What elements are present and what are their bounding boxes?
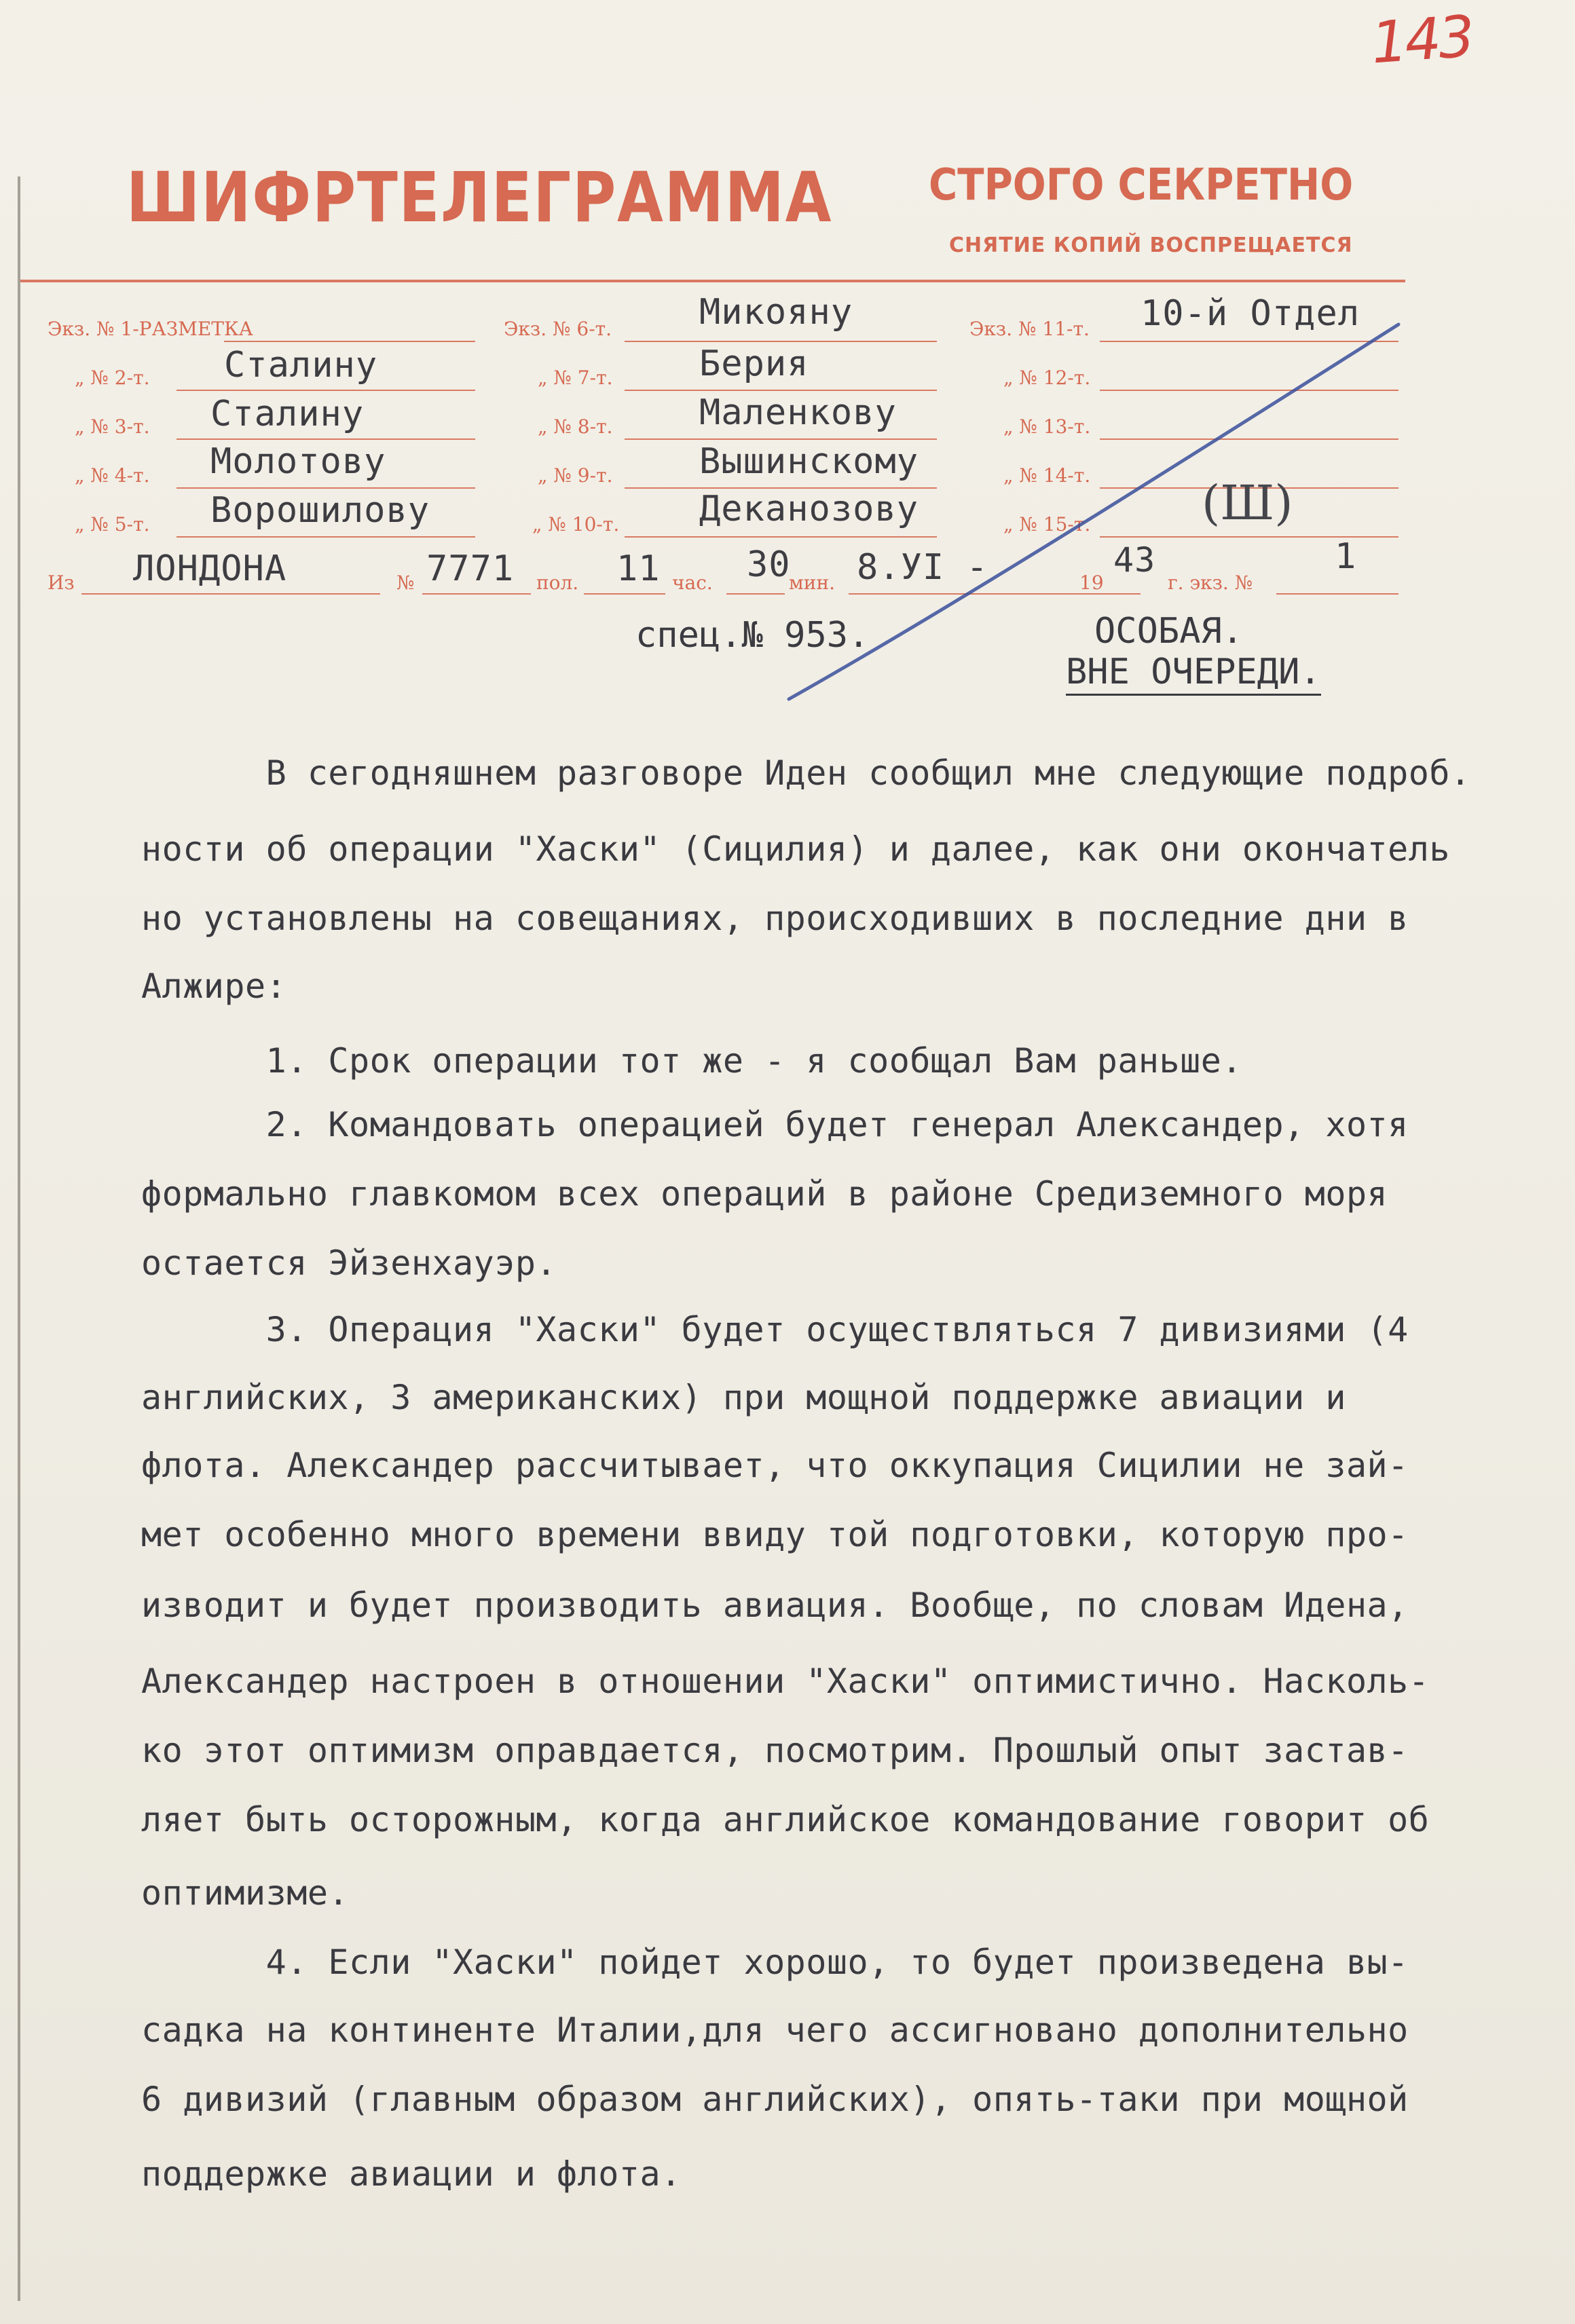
form-title: ШИФРТЕЛЕГРАММА xyxy=(126,157,833,238)
header-rule xyxy=(20,280,1405,282)
recipient-value: Деканозову xyxy=(699,489,919,529)
dist-label: Экз. № 6-т. xyxy=(504,318,612,340)
folio-number: 143 xyxy=(1369,3,1475,77)
dist-label: „ № 12-т. xyxy=(1003,367,1091,389)
dist-label: „ № 7-т. xyxy=(538,367,613,389)
copy-value: 1 xyxy=(1335,536,1357,577)
body-line: изводит и будет производить авиация. Вообще, по словам Идена, xyxy=(141,1586,1409,1625)
body-line: 1. Срок операции тот же - я сообщал Вам раньше. xyxy=(141,1041,1242,1081)
body-line: но установлены на совещаниях, происходивших в последние дни в xyxy=(141,899,1409,938)
special-number: спец.№ 953. xyxy=(635,615,870,656)
dist-label: „ № 3-т. xyxy=(75,415,150,438)
num-underline xyxy=(422,593,531,595)
dist-label: „ № 8-т. xyxy=(538,415,613,438)
recipient-value: Вышинскому xyxy=(699,441,919,482)
recipient-value: 10-й Отдел xyxy=(1141,293,1360,334)
dist-label: „ № 9-т. xyxy=(538,464,613,487)
body-line: 6 дивизий (главным образом английских), опять-таки при мощной xyxy=(141,2080,1409,2119)
body-line: Алжире: xyxy=(141,967,287,1006)
body-line: оптимизме. xyxy=(141,1873,350,1913)
date-value: 8.УI - xyxy=(857,547,988,588)
dist-label: „ № 5-т. xyxy=(75,513,150,536)
body-line: английских, 3 американских) при мощной поддержке авиации и xyxy=(141,1378,1346,1417)
body-line: остается Эйзенхауэр. xyxy=(141,1243,557,1283)
recipient-value: Берия xyxy=(699,343,809,384)
recipient-value: Маленкову xyxy=(699,392,897,433)
dist-label: „ № 4-т. xyxy=(75,464,150,487)
min-label: мин. xyxy=(789,571,836,594)
secrecy-label: СТРОГО СЕКРЕТНО xyxy=(929,160,1354,210)
body-line: 3. Операция "Хаски" будет осуществляться 7 дивизиями (4 xyxy=(141,1310,1409,1349)
recipient-value: Сталину xyxy=(224,345,378,386)
body-line: ности об операции "Хаски" (Сицилия) и далее, как они окончатель xyxy=(141,829,1450,869)
body-line: формально главкомом всех операций в районе Средиземного моря xyxy=(141,1174,1388,1214)
copy-label: г. экз. № xyxy=(1168,571,1253,594)
recipient-value: Ворошилову xyxy=(210,490,430,531)
dist-underline xyxy=(177,536,475,538)
min-value: 30 xyxy=(747,544,791,585)
dist-label: „ № 10-т. xyxy=(532,513,620,536)
dist-underline xyxy=(177,487,475,489)
hour-underline xyxy=(584,593,665,595)
page-left-edge xyxy=(18,176,20,2301)
body-line: Александер настроен в отношении "Хаски" оптимистично. Насколь- xyxy=(141,1662,1430,1701)
dist-underline xyxy=(177,438,475,440)
body-line: поддержке авиации и флота. xyxy=(141,2154,682,2194)
year-suffix: 43 xyxy=(1113,540,1156,580)
num-value: 7771 xyxy=(426,548,515,589)
year-prefix: 19 xyxy=(1079,571,1104,594)
body-line: ляет быть осторожным, когда английское командование говорит об xyxy=(141,1800,1430,1839)
recipient-value: Микояну xyxy=(699,292,853,333)
dist-label: „ № 13-т. xyxy=(1003,415,1091,438)
body-line: 2. Командовать операцией будет генерал Александер, хотя xyxy=(141,1105,1409,1144)
dist-underline xyxy=(177,390,475,391)
hour-label: час. xyxy=(672,571,713,594)
dist-label: „ № 2-т. xyxy=(75,367,150,389)
handwritten-mark: (Ш) xyxy=(1202,475,1293,531)
body-line: ко этот оптимизм оправдается, посмотрим. Прошлый опыт застав- xyxy=(141,1731,1409,1770)
body-line: мет особенно много времени ввиду той подготовки, которую про- xyxy=(141,1515,1409,1554)
hour-value: 11 xyxy=(616,548,661,589)
from-value: ЛОНДОНА xyxy=(133,548,287,589)
min-underline xyxy=(726,593,785,595)
from-underline xyxy=(81,593,380,595)
num-label: № xyxy=(396,571,415,594)
body-line: флота. Александер рассчитывает, что оккупация Сицилии не зай- xyxy=(141,1446,1409,1485)
received-label: пол. xyxy=(536,571,579,594)
priority-special: ОСОБАЯ. xyxy=(1094,611,1244,652)
dist-label: Экз. № 11-т. xyxy=(969,318,1090,340)
body-line: 4. Если "Хаски" пойдет хорошо, то будет произведена вы- xyxy=(141,1943,1409,1982)
recipient-value: Молотову xyxy=(210,441,386,482)
body-line: садка на континенте Италии,для чего ассигновано дополнительно xyxy=(141,2010,1409,2050)
copy-notice: СНЯТИЕ КОПИЙ ВОСПРЕЩАЕТСЯ xyxy=(949,233,1353,257)
recipient-value: Сталину xyxy=(210,394,365,434)
from-label: Из xyxy=(48,571,75,594)
dist-underline xyxy=(224,341,475,342)
priority-urgent: ВНЕ ОЧЕРЕДИ. xyxy=(1066,652,1321,696)
dist-label: „ № 14-т. xyxy=(1003,464,1091,487)
dist-label: Экз. № 1-РАЗМЕТКА xyxy=(48,318,253,340)
body-line: В сегодняшнем разговоре Иден сообщил мне следующие подроб. xyxy=(141,753,1471,793)
dist-label: „ № 15-т. xyxy=(1003,513,1091,536)
